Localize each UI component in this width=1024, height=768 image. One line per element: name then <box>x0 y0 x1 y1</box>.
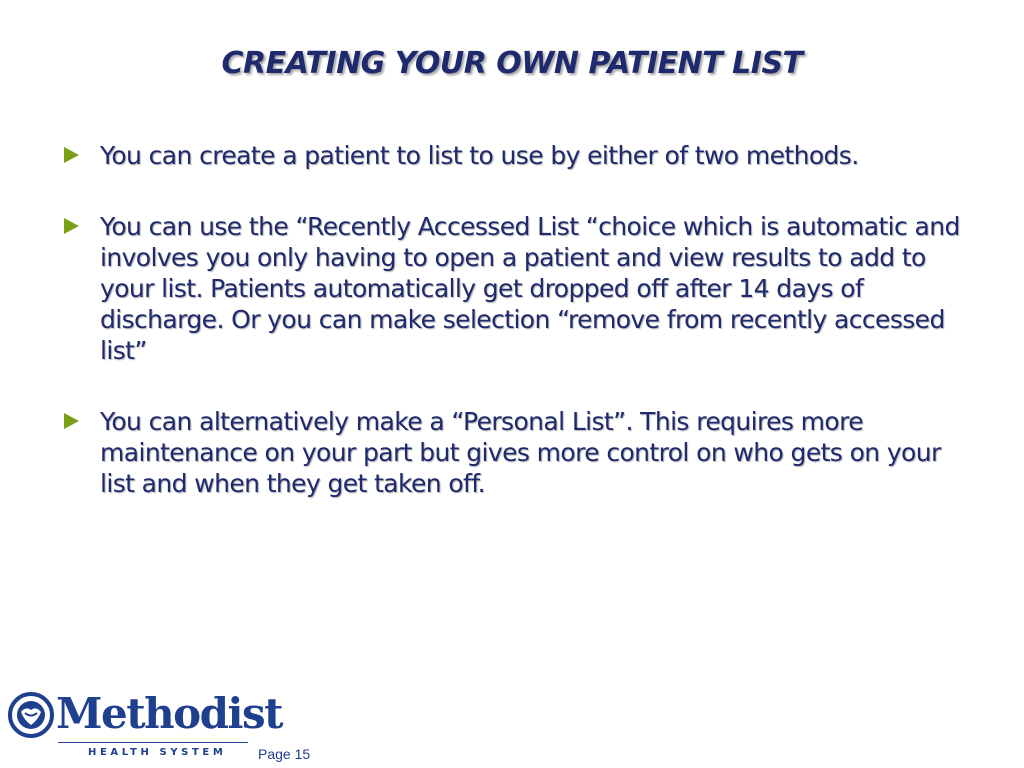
bullet-text: You can alternatively make a “Personal List”. This requires more maintenance on your part but gives more control on who gets on your list and when they get taken off. <box>100 407 941 498</box>
bullet-text: You can create a patient to list to use by either of two methods. <box>100 141 859 170</box>
triangle-right-icon <box>64 218 79 234</box>
triangle-right-icon <box>64 413 79 429</box>
bullet-item <box>62 406 972 499</box>
triangle-right-icon <box>64 147 79 163</box>
bullet-text: You can use the “Recently Accessed List “choice which is automatic and involves you only having to open a patient and view results to add to your list. Patients automatically get dropped off after 14 days of discharge. Or you can make selection “remove from recently accessed list” <box>100 212 960 365</box>
slide-title: CREATING YOUR OWN PATIENT LIST <box>221 46 803 81</box>
bullet-item <box>62 140 972 171</box>
bullet-list <box>62 140 972 539</box>
logo-divider <box>58 742 248 743</box>
methodist-logo <box>8 688 283 764</box>
bullet-item <box>62 211 972 366</box>
logo-subtitle: HEALTH SYSTEM <box>88 747 227 758</box>
logo-name: Methodist <box>56 689 283 738</box>
page-number: Page 15 <box>258 746 311 762</box>
methodist-logo-icon <box>8 692 54 738</box>
